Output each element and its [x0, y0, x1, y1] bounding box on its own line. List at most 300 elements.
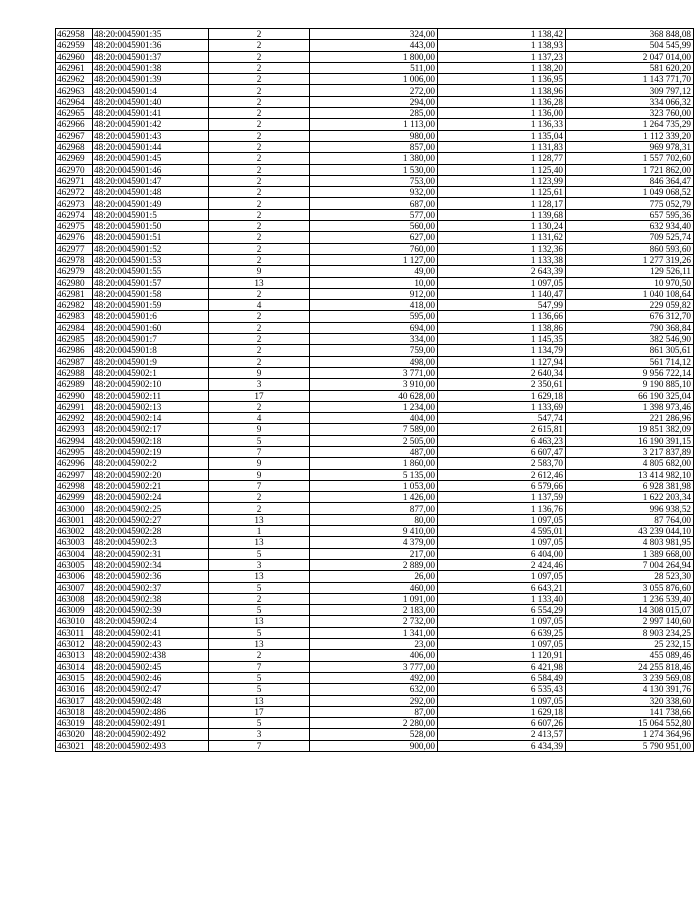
- row-number-cell: 462961: [56, 62, 93, 73]
- group-cell: 2: [209, 345, 310, 356]
- group-cell: 17: [209, 390, 310, 401]
- area-cell: 1 860,00: [310, 458, 438, 469]
- area-cell: 2 280,00: [310, 718, 438, 729]
- table-row: [56, 469, 694, 480]
- area-cell: 877,00: [310, 503, 438, 514]
- cadastral-number-cell: 48:20:0045902:34: [93, 559, 209, 570]
- cadastral-number-cell: 48:20:0045901:40: [93, 96, 209, 107]
- area-cell: 1 800,00: [310, 51, 438, 62]
- row-number-cell: 462995: [56, 446, 93, 457]
- cadastral-value-cell: 141 738,66: [566, 706, 694, 717]
- cadastral-value-cell: 1 274 364,96: [566, 729, 694, 740]
- table-row: [56, 130, 694, 141]
- row-number-cell: 462974: [56, 209, 93, 220]
- cadastral-number-cell: 48:20:0045902:24: [93, 492, 209, 503]
- row-number-cell: 463013: [56, 650, 93, 661]
- area-cell: 460,00: [310, 582, 438, 593]
- cadastral-number-cell: 48:20:0045901:60: [93, 322, 209, 333]
- cadastral-number-cell: 48:20:0045901:36: [93, 40, 209, 51]
- cadastral-value-cell: 9 190 885,10: [566, 379, 694, 390]
- cadastral-number-cell: 48:20:0045901:51: [93, 232, 209, 243]
- area-cell: 560,00: [310, 221, 438, 232]
- cadastral-value-cell: 861 305,61: [566, 345, 694, 356]
- area-cell: 217,00: [310, 548, 438, 559]
- group-cell: 9: [209, 367, 310, 378]
- cadastral-number-cell: 48:20:0045901:37: [93, 51, 209, 62]
- cadastral-value-cell: 3 055 876,60: [566, 582, 694, 593]
- group-cell: 7: [209, 661, 310, 672]
- cadastral-value-cell: 7 004 264,94: [566, 559, 694, 570]
- cadastral-value-cell: 1 264 735,29: [566, 119, 694, 130]
- row-number-cell: 462964: [56, 96, 93, 107]
- cadastral-value-cell: 790 368,84: [566, 322, 694, 333]
- group-cell: 5: [209, 684, 310, 695]
- row-number-cell: 462987: [56, 356, 93, 367]
- group-cell: 7: [209, 446, 310, 457]
- table-row: [56, 108, 694, 119]
- cadastral-value-cell: 504 545,99: [566, 40, 694, 51]
- table-row: [56, 62, 694, 73]
- area-cell: 759,00: [310, 345, 438, 356]
- cadastral-value-cell: 19 851 382,09: [566, 424, 694, 435]
- row-number-cell: 462984: [56, 322, 93, 333]
- cadastral-number-cell: 48:20:0045901:52: [93, 243, 209, 254]
- area-cell: 292,00: [310, 695, 438, 706]
- specific-value-cell: 1 138,42: [438, 29, 566, 40]
- table-row: [56, 706, 694, 717]
- group-cell: 2: [209, 503, 310, 514]
- cadastral-value-cell: 25 232,15: [566, 639, 694, 650]
- row-number-cell: 462971: [56, 175, 93, 186]
- specific-value-cell: 1 131,62: [438, 232, 566, 243]
- table-row: [56, 198, 694, 209]
- row-number-cell: 463012: [56, 639, 93, 650]
- cadastral-number-cell: 48:20:0045902:37: [93, 582, 209, 593]
- area-cell: 1 091,00: [310, 593, 438, 604]
- group-cell: 2: [209, 85, 310, 96]
- group-cell: 17: [209, 706, 310, 717]
- specific-value-cell: 1 125,40: [438, 164, 566, 175]
- group-cell: 9: [209, 424, 310, 435]
- cadastral-number-cell: 48:20:0045902:493: [93, 740, 209, 751]
- group-cell: 2: [209, 650, 310, 661]
- cadastral-number-cell: 48:20:0045902:492: [93, 729, 209, 740]
- row-number-cell: 463011: [56, 627, 93, 638]
- area-cell: 492,00: [310, 672, 438, 683]
- specific-value-cell: 1 629,18: [438, 706, 566, 717]
- group-cell: 2: [209, 334, 310, 345]
- cadastral-value-cell: 996 938,52: [566, 503, 694, 514]
- group-cell: 2: [209, 119, 310, 130]
- specific-value-cell: 1 134,79: [438, 345, 566, 356]
- cadastral-value-cell: 368 848,08: [566, 29, 694, 40]
- cadastral-value-cell: 1 049 068,52: [566, 187, 694, 198]
- group-cell: 5: [209, 672, 310, 683]
- cadastral-number-cell: 48:20:0045902:10: [93, 379, 209, 390]
- cadastral-number-cell: 48:20:0045901:4: [93, 85, 209, 96]
- specific-value-cell: 1 133,69: [438, 401, 566, 412]
- cadastral-value-cell: 6 928 381,98: [566, 480, 694, 491]
- row-number-cell: 463015: [56, 672, 93, 683]
- area-cell: 511,00: [310, 62, 438, 73]
- row-number-cell: 462966: [56, 119, 93, 130]
- group-cell: 13: [209, 571, 310, 582]
- row-number-cell: 462999: [56, 492, 93, 503]
- group-cell: 2: [209, 221, 310, 232]
- cadastral-value-cell: 24 255 818,46: [566, 661, 694, 672]
- area-cell: 1 113,00: [310, 119, 438, 130]
- area-cell: 2 732,00: [310, 616, 438, 627]
- cadastral-value-cell: 676 312,70: [566, 311, 694, 322]
- area-cell: 26,00: [310, 571, 438, 582]
- row-number-cell: 463010: [56, 616, 93, 627]
- specific-value-cell: 1 145,35: [438, 334, 566, 345]
- group-cell: 3: [209, 559, 310, 570]
- specific-value-cell: 1 125,61: [438, 187, 566, 198]
- table-row: [56, 661, 694, 672]
- area-cell: 443,00: [310, 40, 438, 51]
- cadastral-value-cell: 1 721 862,00: [566, 164, 694, 175]
- specific-value-cell: 1 138,20: [438, 62, 566, 73]
- area-cell: 980,00: [310, 130, 438, 141]
- cadastral-value-cell: 5 790 951,00: [566, 740, 694, 751]
- table-row: [56, 334, 694, 345]
- row-number-cell: 462972: [56, 187, 93, 198]
- table-row: [56, 96, 694, 107]
- area-cell: 760,00: [310, 243, 438, 254]
- area-cell: 528,00: [310, 729, 438, 740]
- cadastral-value-table-page: [55, 28, 691, 752]
- specific-value-cell: 6 535,43: [438, 684, 566, 695]
- specific-value-cell: 1 120,91: [438, 650, 566, 661]
- group-cell: 2: [209, 322, 310, 333]
- row-number-cell: 462981: [56, 288, 93, 299]
- specific-value-cell: 2 643,39: [438, 266, 566, 277]
- row-number-cell: 462958: [56, 29, 93, 40]
- cadastral-value-cell: 1 398 973,46: [566, 401, 694, 412]
- row-number-cell: 463000: [56, 503, 93, 514]
- cadastral-number-cell: 48:20:0045902:31: [93, 548, 209, 559]
- specific-value-cell: 2 413,57: [438, 729, 566, 740]
- group-cell: 2: [209, 74, 310, 85]
- cadastral-number-cell: 48:20:0045901:58: [93, 288, 209, 299]
- group-cell: 5: [209, 627, 310, 638]
- area-cell: 3 910,00: [310, 379, 438, 390]
- group-cell: 13: [209, 514, 310, 525]
- group-cell: 2: [209, 175, 310, 186]
- table-row: [56, 639, 694, 650]
- cadastral-value-cell: 43 239 044,10: [566, 526, 694, 537]
- cadastral-value-cell: 1 143 771,70: [566, 74, 694, 85]
- area-cell: 912,00: [310, 288, 438, 299]
- table-row: [56, 209, 694, 220]
- group-cell: 2: [209, 356, 310, 367]
- area-cell: 694,00: [310, 322, 438, 333]
- cadastral-number-cell: 48:20:0045902:27: [93, 514, 209, 525]
- row-number-cell: 463006: [56, 571, 93, 582]
- cadastral-value-cell: 581 620,20: [566, 62, 694, 73]
- cadastral-number-cell: 48:20:0045902:1: [93, 367, 209, 378]
- table-row: [56, 232, 694, 243]
- cadastral-number-cell: 48:20:0045902:13: [93, 401, 209, 412]
- group-cell: 2: [209, 96, 310, 107]
- cadastral-value-table: [55, 28, 694, 752]
- table-row: [56, 526, 694, 537]
- table-row: [56, 74, 694, 85]
- specific-value-cell: 1 136,28: [438, 96, 566, 107]
- cadastral-number-cell: 48:20:0045902:41: [93, 627, 209, 638]
- table-row: [56, 322, 694, 333]
- area-cell: 595,00: [310, 311, 438, 322]
- row-number-cell: 462962: [56, 74, 93, 85]
- group-cell: 4: [209, 413, 310, 424]
- group-cell: 2: [209, 492, 310, 503]
- table-row: [56, 243, 694, 254]
- group-cell: 13: [209, 695, 310, 706]
- group-cell: 2: [209, 209, 310, 220]
- cadastral-value-cell: 561 714,12: [566, 356, 694, 367]
- specific-value-cell: 1 123,99: [438, 175, 566, 186]
- cadastral-value-cell: 8 903 234,25: [566, 627, 694, 638]
- specific-value-cell: 1 140,47: [438, 288, 566, 299]
- group-cell: 2: [209, 243, 310, 254]
- area-cell: 2 889,00: [310, 559, 438, 570]
- area-cell: 857,00: [310, 141, 438, 152]
- specific-value-cell: 2 583,70: [438, 458, 566, 469]
- area-cell: 5 135,00: [310, 469, 438, 480]
- specific-value-cell: 6 554,29: [438, 605, 566, 616]
- cadastral-value-cell: 4 805 682,00: [566, 458, 694, 469]
- table-row: [56, 684, 694, 695]
- group-cell: 5: [209, 605, 310, 616]
- specific-value-cell: 1 136,76: [438, 503, 566, 514]
- table-row: [56, 379, 694, 390]
- specific-value-cell: 1 130,24: [438, 221, 566, 232]
- table-row: [56, 435, 694, 446]
- specific-value-cell: 6 643,21: [438, 582, 566, 593]
- row-number-cell: 462989: [56, 379, 93, 390]
- cadastral-value-cell: 632 934,40: [566, 221, 694, 232]
- table-row: [56, 413, 694, 424]
- cadastral-value-cell: 382 546,90: [566, 334, 694, 345]
- cadastral-value-cell: 3 217 837,89: [566, 446, 694, 457]
- table-row: [56, 345, 694, 356]
- group-cell: 2: [209, 130, 310, 141]
- cadastral-number-cell: 48:20:0045902:19: [93, 446, 209, 457]
- cadastral-value-cell: 1 277 319,26: [566, 254, 694, 265]
- cadastral-value-cell: 129 526,11: [566, 266, 694, 277]
- table-row: [56, 503, 694, 514]
- cadastral-number-cell: 48:20:0045902:3: [93, 537, 209, 548]
- row-number-cell: 462973: [56, 198, 93, 209]
- specific-value-cell: 2 350,61: [438, 379, 566, 390]
- table-row: [56, 85, 694, 96]
- row-number-cell: 462965: [56, 108, 93, 119]
- group-cell: 9: [209, 469, 310, 480]
- specific-value-cell: 1 137,59: [438, 492, 566, 503]
- cadastral-number-cell: 48:20:0045901:42: [93, 119, 209, 130]
- table-row: [56, 605, 694, 616]
- row-number-cell: 463014: [56, 661, 93, 672]
- area-cell: 23,00: [310, 639, 438, 650]
- cadastral-value-cell: 1 040 108,64: [566, 288, 694, 299]
- table-row: [56, 51, 694, 62]
- table-row: [56, 492, 694, 503]
- group-cell: 2: [209, 232, 310, 243]
- group-cell: 13: [209, 277, 310, 288]
- cadastral-value-cell: 4 130 391,76: [566, 684, 694, 695]
- area-cell: 687,00: [310, 198, 438, 209]
- table-row: [56, 672, 694, 683]
- group-cell: 2: [209, 153, 310, 164]
- table-row: [56, 175, 694, 186]
- cadastral-value-cell: 846 364,47: [566, 175, 694, 186]
- group-cell: 5: [209, 582, 310, 593]
- cadastral-number-cell: 48:20:0045901:59: [93, 300, 209, 311]
- specific-value-cell: 1 138,96: [438, 85, 566, 96]
- cadastral-number-cell: 48:20:0045902:486: [93, 706, 209, 717]
- cadastral-value-cell: 2 047 014,00: [566, 51, 694, 62]
- specific-value-cell: 1 139,68: [438, 209, 566, 220]
- cadastral-value-cell: 1 622 203,34: [566, 492, 694, 503]
- group-cell: 3: [209, 379, 310, 390]
- row-number-cell: 462959: [56, 40, 93, 51]
- group-cell: 9: [209, 458, 310, 469]
- row-number-cell: 462996: [56, 458, 93, 469]
- table-body: [56, 29, 694, 752]
- table-row: [56, 311, 694, 322]
- cadastral-number-cell: 48:20:0045902:46: [93, 672, 209, 683]
- cadastral-value-cell: 775 052,79: [566, 198, 694, 209]
- row-number-cell: 463002: [56, 526, 93, 537]
- specific-value-cell: 547,74: [438, 413, 566, 424]
- table-row: [56, 458, 694, 469]
- table-row: [56, 254, 694, 265]
- cadastral-value-cell: 28 523,30: [566, 571, 694, 582]
- group-cell: 3: [209, 729, 310, 740]
- specific-value-cell: 1 136,00: [438, 108, 566, 119]
- area-cell: 627,00: [310, 232, 438, 243]
- specific-value-cell: 547,99: [438, 300, 566, 311]
- row-number-cell: 462970: [56, 164, 93, 175]
- table-row: [56, 593, 694, 604]
- cadastral-value-cell: 13 414 982,10: [566, 469, 694, 480]
- row-number-cell: 463007: [56, 582, 93, 593]
- cadastral-number-cell: 48:20:0045902:21: [93, 480, 209, 491]
- row-number-cell: 462990: [56, 390, 93, 401]
- area-cell: 1 053,00: [310, 480, 438, 491]
- group-cell: 2: [209, 288, 310, 299]
- table-row: [56, 119, 694, 130]
- table-row: [56, 221, 694, 232]
- cadastral-value-cell: 1 236 539,40: [566, 593, 694, 604]
- specific-value-cell: 1 097,05: [438, 514, 566, 525]
- table-row: [56, 29, 694, 40]
- cadastral-number-cell: 48:20:0045901:8: [93, 345, 209, 356]
- group-cell: 13: [209, 639, 310, 650]
- cadastral-number-cell: 48:20:0045902:39: [93, 605, 209, 616]
- cadastral-number-cell: 48:20:0045901:46: [93, 164, 209, 175]
- area-cell: 4 379,00: [310, 537, 438, 548]
- cadastral-number-cell: 48:20:0045901:50: [93, 221, 209, 232]
- area-cell: 10,00: [310, 277, 438, 288]
- specific-value-cell: 1 136,95: [438, 74, 566, 85]
- cadastral-value-cell: 16 190 391,15: [566, 435, 694, 446]
- row-number-cell: 463020: [56, 729, 93, 740]
- specific-value-cell: 1 128,17: [438, 198, 566, 209]
- specific-value-cell: 1 629,18: [438, 390, 566, 401]
- specific-value-cell: 1 135,04: [438, 130, 566, 141]
- area-cell: 1 127,00: [310, 254, 438, 265]
- row-number-cell: 462992: [56, 413, 93, 424]
- area-cell: 272,00: [310, 85, 438, 96]
- group-cell: 9: [209, 266, 310, 277]
- area-cell: 2 183,00: [310, 605, 438, 616]
- cadastral-number-cell: 48:20:0045901:38: [93, 62, 209, 73]
- cadastral-value-cell: 455 089,46: [566, 650, 694, 661]
- group-cell: 2: [209, 29, 310, 40]
- cadastral-number-cell: 48:20:0045902:14: [93, 413, 209, 424]
- group-cell: 2: [209, 40, 310, 51]
- cadastral-number-cell: 48:20:0045901:57: [93, 277, 209, 288]
- cadastral-value-cell: 15 064 552,80: [566, 718, 694, 729]
- cadastral-number-cell: 48:20:0045901:35: [93, 29, 209, 40]
- group-cell: 2: [209, 51, 310, 62]
- specific-value-cell: 1 128,77: [438, 153, 566, 164]
- row-number-cell: 463008: [56, 593, 93, 604]
- group-cell: 13: [209, 537, 310, 548]
- table-row: [56, 288, 694, 299]
- table-row: [56, 266, 694, 277]
- row-number-cell: 463021: [56, 740, 93, 751]
- area-cell: 753,00: [310, 175, 438, 186]
- area-cell: 294,00: [310, 96, 438, 107]
- table-row: [56, 650, 694, 661]
- group-cell: 2: [209, 164, 310, 175]
- specific-value-cell: 2 424,46: [438, 559, 566, 570]
- cadastral-value-cell: 221 286,96: [566, 413, 694, 424]
- area-cell: 632,00: [310, 684, 438, 695]
- row-number-cell: 462976: [56, 232, 93, 243]
- cadastral-value-cell: 860 593,60: [566, 243, 694, 254]
- area-cell: 406,00: [310, 650, 438, 661]
- group-cell: 2: [209, 311, 310, 322]
- area-cell: 404,00: [310, 413, 438, 424]
- specific-value-cell: 6 584,49: [438, 672, 566, 683]
- cadastral-value-cell: 229 059,82: [566, 300, 694, 311]
- cadastral-number-cell: 48:20:0045901:9: [93, 356, 209, 367]
- table-row: [56, 480, 694, 491]
- row-number-cell: 463019: [56, 718, 93, 729]
- cadastral-value-cell: 1 112 339,20: [566, 130, 694, 141]
- cadastral-value-cell: 14 308 015,07: [566, 605, 694, 616]
- row-number-cell: 462980: [56, 277, 93, 288]
- group-cell: 2: [209, 401, 310, 412]
- cadastral-number-cell: 48:20:0045902:38: [93, 593, 209, 604]
- area-cell: 1 341,00: [310, 627, 438, 638]
- cadastral-number-cell: 48:20:0045902:491: [93, 718, 209, 729]
- specific-value-cell: 1 097,05: [438, 571, 566, 582]
- group-cell: 2: [209, 108, 310, 119]
- specific-value-cell: 2 640,34: [438, 367, 566, 378]
- specific-value-cell: 6 404,00: [438, 548, 566, 559]
- cadastral-number-cell: 48:20:0045902:36: [93, 571, 209, 582]
- group-cell: 13: [209, 616, 310, 627]
- specific-value-cell: 1 097,05: [438, 277, 566, 288]
- area-cell: 900,00: [310, 740, 438, 751]
- specific-value-cell: 1 138,93: [438, 40, 566, 51]
- group-cell: 2: [209, 593, 310, 604]
